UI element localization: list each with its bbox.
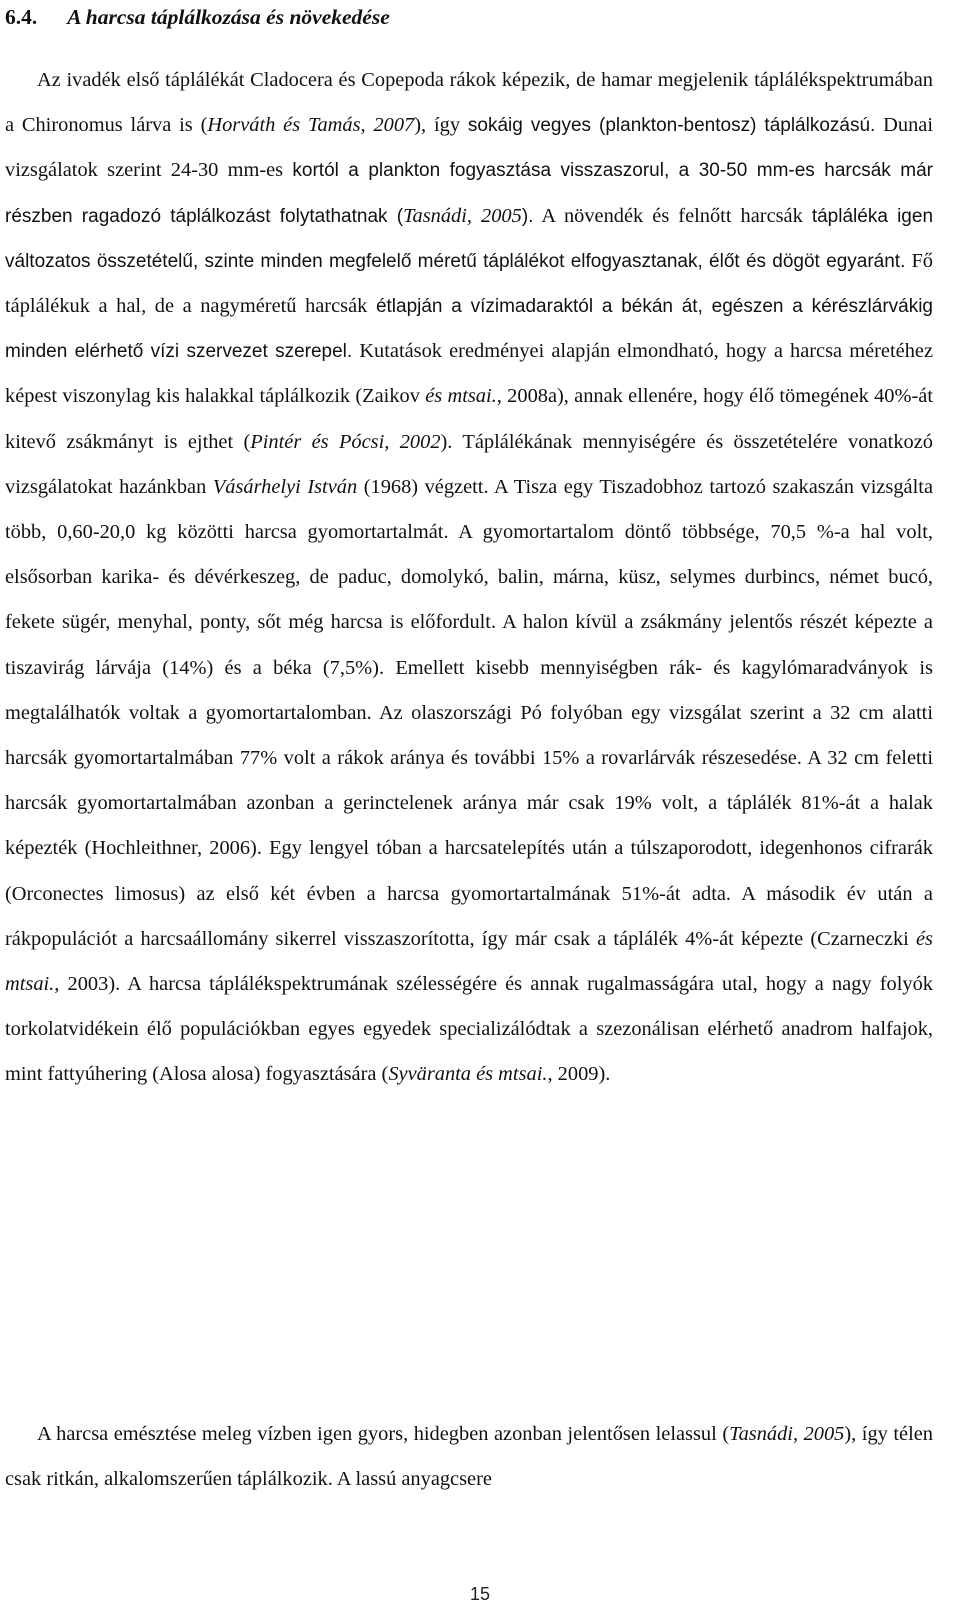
- text-run: ), így télen csak ritkán, alkalomszerűen táplálkozik. A lassú anyagcsere: [5, 1423, 933, 1491]
- section-heading: [5, 2, 390, 32]
- section-title: A harcsa táplálkozása és növekedése: [67, 5, 390, 29]
- sans-text: sokáig vegyes (plankton-bentosz) táplálkozású.: [467, 115, 876, 137]
- page-number: 15: [469, 1584, 491, 1604]
- italic-text: Syväranta és mtsai.: [388, 1063, 548, 1086]
- sans-text: ).: [521, 205, 534, 227]
- text-run: ). Táplálékának mennyiségére és összetételére vonatkozó vizsgálatokat hazánkban: [5, 430, 933, 498]
- body-paragraph-2: [5, 1412, 933, 1502]
- text-run: , 2003). A harcsa táplálékspektrumának szélességére és annak rugalmasságára utal, hogy a nagy folyók torkolatvidékein élő populációkban egyes egyedek specializálódtak a szezonálisan elérhető anadrom halfajok, mint fattyúhering (Alosa alosa) fogyasztására (: [5, 973, 933, 1086]
- italic-text: és mtsai.: [425, 385, 497, 408]
- text-run: Dunai vizsgálatok szerint 24-30 mm-es: [5, 114, 933, 182]
- italic-text: Tasnádi, 2005: [403, 204, 522, 227]
- text-run: (1968) végzett. A Tisza egy Tiszadobhoz tartozó szakaszán vizsgálta több, 0,60-20,0 kg közötti harcsa gyomortartalmát. A gyomortartalom döntő többsége, 70,5 %-a hal volt, elsősorban karika- és dévérkeszeg, de paduc, domolykó, balin, márna, küsz, selymes durbincs, német bucó, fekete sügér, menyhal, ponty, sőt még harcsa is előfordult. A halon kívül a zsákmány jelentős részét képezte a tiszavirág lárvája (14%) és a béka (7,5%). Emellett kisebb mennyiségben rák- és kagylómaradványok is megtalálhatók voltak a gyomortartalomban. Az olaszországi Pó folyóban egy vizsgálat szerint a 32 cm alatti harcsák gyomortartalmában 77% volt a rákok aránya és további 15% a rovarlárvák részesedése. A 32 cm feletti harcsák gyomortartalmában azonban a gerinctelenek aránya már csak 19% volt, a táplálék 81%-át a halak képezték (Hochleithner, 2006). Egy lengyel tóban a harcsatelepítés után a túlszaporodott, idegenhonos cifrarák (Orconectes limosus) az első két évben a harcsa gyomortartalmának 51%-át adta. A második év után a rákpopulációt a harcsaállomány sikerrel visszaszorította, így már csak a táplálék 4%-át képezte (Czarneczki: [5, 475, 933, 950]
- italic-text: Pintér és Pócsi, 2002: [250, 430, 441, 453]
- text-run: Fő táplálékuk a hal, de a nagyméretű harcsák: [5, 249, 933, 318]
- section-number: 6.4.: [5, 5, 38, 29]
- sans-text: tápláléka igen változatos összetételű, szinte minden megfelelő méretű táplálékot elfogyasztanak, élőt és dögöt egyaránt.: [5, 205, 934, 272]
- sans-text: kortól a plankton fogyasztása visszaszorul, a 30-50 mm-es harcsák már részben ragadozó táplálkozást folytathatnak (: [5, 160, 933, 227]
- body-paragraph-1: [5, 58, 933, 1098]
- text-run: A harcsa emésztése meleg vízben igen gyors, hidegben azonban jelentősen lelassul (: [37, 1423, 730, 1445]
- italic-text: Vásárhelyi István: [212, 475, 358, 498]
- text-run: ), így: [414, 114, 468, 137]
- text-run: , 2008a), annak ellenére, hogy élő tömegének 40%-át kitevő zsákmányt is ejthet (: [5, 385, 933, 453]
- italic-text: Tasnádi, 2005: [729, 1423, 845, 1445]
- text-run: , 2009).: [547, 1063, 611, 1086]
- italic-text: és mtsai.: [5, 927, 933, 996]
- sans-text: étlapján a vízimadaraktól a békán át, egészen a kérészlárvákig minden elérhető vízi szervezet szerepel.: [5, 296, 934, 363]
- italic-text: Horváth és Tamás, 2007: [207, 114, 415, 137]
- text-run: Kutatások eredményei alapján elmondható, hogy a harcsa méretéhez képest viszonylag kis halakkal táplálkozik (Zaikov: [5, 340, 933, 408]
- text-run: Az ivadék első táplálékát Cladocera és Copepoda rákok képezik, de hamar megjelenik táplálékspektrumában a Chironomus lárva is (: [5, 69, 933, 137]
- text-run: A növendék és felnőtt harcsák: [533, 204, 812, 227]
